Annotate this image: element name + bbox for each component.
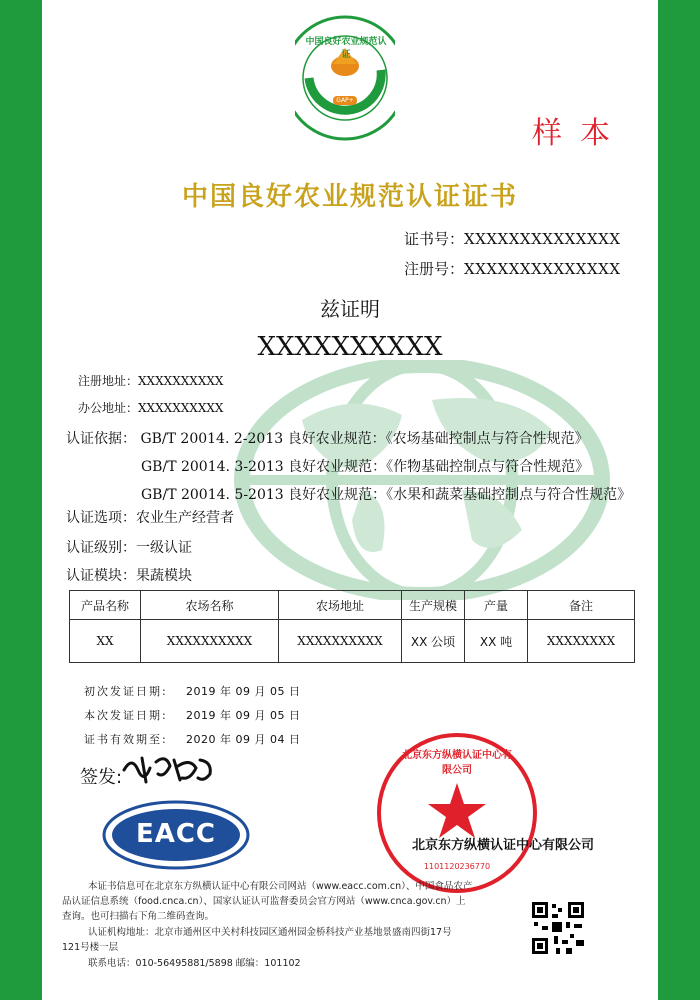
option-value: 农业生产经营者 [136,510,234,526]
valid-until-label: 证书有效期至: [84,733,168,746]
basis-line-2 [141,456,589,476]
this-issue-value: 2019 年 09 月 05 日 [186,709,301,722]
first-issue-value: 2019 年 09 月 05 日 [186,685,301,698]
col-farm-address: 农场地址 [279,591,402,620]
cell-scale: XX 公顷 [402,620,465,663]
table-header-row [70,591,635,620]
certify-text: 兹证明 [320,297,380,321]
reg-no-value: XXXXXXXXXXXXXX [464,260,621,278]
certificate-number [404,228,621,249]
seal-ring-text: 北京东方纵横认证中心有限公司 [402,750,512,776]
cert-no-value: XXXXXXXXXXXXXX [464,230,621,248]
holder-name: XXXXXXXXXX [257,332,443,362]
footer-line-4: 认证机构地址：北京市通州区中关村科技园区通州园金桥科技产业基地景盛南四街17号 [88,927,452,938]
basis-code-2: GB/T 20014. 3-2013 [141,459,284,475]
signed-label: 签发: [80,767,123,788]
globe-watermark [232,360,612,600]
basis-line-1 [66,428,589,448]
footer-line-6: 联系电话：010-56495881/5898 邮编：101102 [88,958,301,969]
level-label: 认证级别： [66,540,136,556]
cert-level [66,537,192,557]
signature [120,748,220,788]
basis-label: 认证依据： [66,431,136,447]
footer-line-1: 本证书信息可在北京东方纵横认证中心有限公司网站（www.eacc.com.cn）、中国食品农产 [88,881,473,892]
reg-no-label: 注册号： [404,260,465,278]
footer-line-3: 查询。也可扫描右下角二维码查询。 [62,911,215,922]
office-address-value: XXXXXXXXXX [138,401,224,415]
cell-farm-address: XXXXXXXXXX [279,620,402,663]
valid-until-date [84,731,301,747]
office-address-label: 办公地址： [78,401,139,415]
logo-ring-text: 中国良好农业规范认证 [305,37,387,60]
issuing-organization: 北京东方纵横认证中心有限公司 [412,838,595,853]
basis-code-3: GB/T 20014. 5-2013 [141,487,284,503]
module-value: 果蔬模块 [136,568,192,584]
basis-line-3 [141,484,631,504]
table-row [70,620,635,663]
certificate-title: 中国良好农业规范认证证书 [181,182,518,212]
col-farm-name: 农场名称 [141,591,279,620]
basis-text-3: 良好农业规范：《水果和蔬菜基础控制点与符合性规范》 [288,487,632,503]
reg-address-value: XXXXXXXXXX [138,374,224,388]
office-address [78,399,223,416]
logo-badge: GAP+ [336,97,354,104]
basis-text-2: 良好农业规范：《作物基础控制点与符合性规范》 [288,459,590,475]
sample-mark: 样本 [532,116,628,151]
registered-address [78,372,223,389]
cell-remarks: XXXXXXXX [528,620,635,663]
first-issue-label: 初次发证日期: [84,685,168,698]
col-output: 产量 [465,591,528,620]
cell-product-name: XX [70,620,141,663]
module-label: 认证模块： [66,568,136,584]
level-value: 一级认证 [136,540,192,556]
basis-code-1: GB/T 20014. 2-2013 [140,431,284,447]
reg-address-label: 注册地址： [78,374,139,388]
cell-farm-name: XXXXXXXXXX [141,620,279,663]
cell-output: XX 吨 [465,620,528,663]
first-issue-date [84,683,301,699]
product-table [69,590,635,663]
cert-no-label: 证书号： [404,230,465,248]
this-issue-date [84,707,301,723]
cert-option [66,507,234,527]
col-product-name: 产品名称 [70,591,141,620]
qr-code[interactable] [530,900,586,956]
cert-module [66,565,192,585]
option-label: 认证选项： [66,510,136,526]
registration-number [404,258,621,279]
footer-line-5: 121号楼一层 [62,942,119,953]
seal-number: 1101120236770 [423,862,491,871]
col-remarks: 备注 [528,591,635,620]
this-issue-label: 本次发证日期: [84,709,168,722]
col-scale: 生产规模 [402,591,465,620]
certificate-page [42,0,658,1000]
valid-until-value: 2020 年 09 月 04 日 [186,733,301,746]
footer-line-2: 品认证信息系统（food.cnca.cn）、国家认证认可监督委员会官方网站（www.cnca.gov.cn）上 [62,896,466,907]
gap-logo [295,0,395,142]
eacc-logo-text: EACC [135,819,217,849]
basis-text-1: 良好农业规范：《农场基础控制点与符合性规范》 [287,431,589,447]
